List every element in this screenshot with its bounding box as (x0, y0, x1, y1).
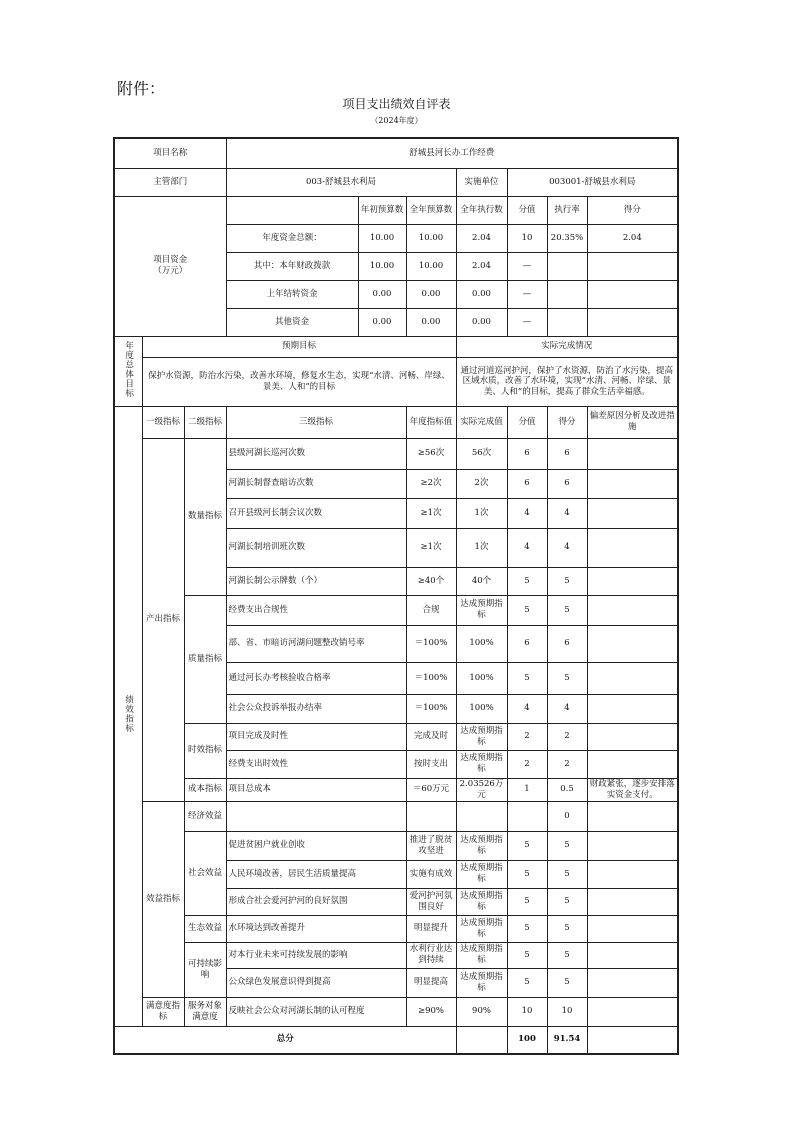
dept-label: 主管部门 (114, 168, 226, 196)
level2-indicator: 数量指标 (184, 438, 226, 595)
annual-target: 推进了脱贫攻坚进 (406, 831, 456, 860)
actual-result-text: 通过河道巡河护河，保护了水资源，防治了水污染，提高区域水质，改善了水环境，实现“水清、河畅、岸绿、景美、人和”的目标，提高了群众生活幸福感。 (456, 357, 678, 406)
funds-cell: 0.00 (456, 308, 507, 336)
funds-column-header: 得分 (587, 196, 678, 224)
deviation-note (587, 968, 678, 997)
deviation-note (587, 997, 678, 1026)
annual-target: ≥56次 (406, 438, 456, 469)
deviation-note (587, 625, 678, 662)
deviation-note (587, 498, 678, 528)
score-value: 2 (507, 723, 547, 750)
funds-cell (587, 280, 678, 308)
funds-cell (587, 252, 678, 280)
level3-indicator: 经费支出合规性 (226, 595, 406, 625)
deviation-note (587, 567, 678, 595)
level2-indicator: 服务对象满意度 (184, 997, 226, 1026)
level3-indicator: 项目完成及时性 (226, 723, 406, 750)
actual-result-header: 实际完成情况 (456, 336, 678, 357)
deviation-note (587, 750, 678, 778)
level3-indicator: 水环境达到改善提升 (226, 915, 406, 942)
score: 2 (547, 723, 587, 750)
annual-target: ≥1次 (406, 528, 456, 567)
annual-target: 实施有成效 (406, 860, 456, 888)
actual-value: 1次 (456, 498, 507, 528)
funds-cell: 2.04 (456, 252, 507, 280)
expected-goal-header: 预期目标 (142, 336, 456, 357)
page-title: 项目支出绩效自评表 (342, 97, 451, 111)
funds-cell: 10.00 (406, 252, 456, 280)
score-value: 5 (507, 888, 547, 915)
annual-target: 明显提高 (406, 968, 456, 997)
level2-indicator: 生态效益 (184, 915, 226, 942)
indicator-column-header: 一级指标 (142, 406, 184, 438)
total-actual (456, 1026, 507, 1054)
annual-target: ≥2次 (406, 469, 456, 498)
indicator-column-header: 三级指标 (226, 406, 406, 438)
dept-value: 003-舒城县水利局 (226, 168, 456, 196)
indicator-column-header: 年度指标值 (406, 406, 456, 438)
annual-target: ＝100% (406, 625, 456, 662)
annual-target (406, 801, 456, 831)
project-name-label: 项目名称 (114, 138, 226, 168)
deviation-note: 财政紧张，逐步安排落实资金支付。 (587, 778, 678, 801)
score-value: 6 (507, 625, 547, 662)
level2-indicator: 经济效益 (184, 801, 226, 831)
level3-indicator: 通过河长办考核验收合格率 (226, 662, 406, 694)
funds-cell: 0.00 (456, 280, 507, 308)
total-score: 91.54 (547, 1026, 587, 1054)
score: 6 (547, 625, 587, 662)
annual-target: 完成及时 (406, 723, 456, 750)
annual-target: 明显提升 (406, 915, 456, 942)
deviation-note (587, 723, 678, 750)
level3-indicator: 经费支出时效性 (226, 750, 406, 778)
actual-value: 达成预期指标 (456, 595, 507, 625)
score: 5 (547, 942, 587, 968)
funds-column-header: 分值 (507, 196, 547, 224)
level3-indicator: 对本行业未来可持续发展的影响 (226, 942, 406, 968)
actual-value: 100% (456, 625, 507, 662)
indicator-column-header: 得分 (547, 406, 587, 438)
score: 5 (547, 662, 587, 694)
level3-indicator: 人民环境改善，居民生活质量提高 (226, 860, 406, 888)
score: 6 (547, 438, 587, 469)
funds-column-header: 全年预算数 (406, 196, 456, 224)
score-value: 5 (507, 662, 547, 694)
annual-target: ≥90% (406, 997, 456, 1026)
level3-indicator: 反映社会公众对河湖长制的认可程度 (226, 997, 406, 1026)
deviation-note (587, 860, 678, 888)
performance-table (113, 137, 679, 1055)
level2-indicator: 质量指标 (184, 595, 226, 723)
annual-target: ≥40个 (406, 567, 456, 595)
score-value: 2 (507, 750, 547, 778)
level2-indicator: 成本指标 (184, 778, 226, 801)
deviation-note (587, 469, 678, 498)
score-value: 4 (507, 694, 547, 723)
actual-value: 1次 (456, 528, 507, 567)
score: 4 (547, 528, 587, 567)
level2-indicator: 社会效益 (184, 831, 226, 915)
score-value: 1 (507, 778, 547, 801)
score-value: 5 (507, 860, 547, 888)
level3-indicator: 河湖长制公示牌数（个） (226, 567, 406, 595)
indicator-column-header: 分值 (507, 406, 547, 438)
level3-indicator: 项目总成本 (226, 778, 406, 801)
actual-value: 达成预期指标 (456, 915, 507, 942)
vertical-label: 年度总体目标 (123, 340, 134, 398)
objectives-label (114, 336, 142, 406)
score-value: 4 (507, 528, 547, 567)
level3-indicator: 部、省、市暗访河湖问题整改销号率 (226, 625, 406, 662)
deviation-note (587, 694, 678, 723)
total-note (587, 1026, 678, 1054)
deviation-note (587, 942, 678, 968)
unit-value: 003001-舒城县水利局 (507, 168, 678, 196)
annual-target: ＝100% (406, 662, 456, 694)
score-value: 5 (507, 595, 547, 625)
score-value: 5 (507, 968, 547, 997)
funds-cell (547, 252, 587, 280)
level3-indicator: 河湖长制培训班次数 (226, 528, 406, 567)
actual-value: 达成预期指标 (456, 942, 507, 968)
score: 2 (547, 750, 587, 778)
actual-value (456, 801, 507, 831)
funds-cell: 10 (507, 224, 547, 252)
funds-cell (587, 308, 678, 336)
score: 5 (547, 860, 587, 888)
score-value: 5 (507, 915, 547, 942)
annual-target: 合规 (406, 595, 456, 625)
funds-cell: 10.00 (406, 224, 456, 252)
level1-indicator: 效益指标 (142, 801, 184, 997)
actual-value: 达成预期指标 (456, 831, 507, 860)
level1-indicator: 满意度指标 (142, 997, 184, 1026)
level3-indicator: 河湖长制督查暗访次数 (226, 469, 406, 498)
score: 5 (547, 567, 587, 595)
score: 5 (547, 595, 587, 625)
score-value: 5 (507, 942, 547, 968)
annual-target: ＝60万元 (406, 778, 456, 801)
funds-cell: 上年结转资金 (226, 280, 358, 308)
deviation-note (587, 801, 678, 831)
deviation-note (587, 528, 678, 567)
actual-value: 2次 (456, 469, 507, 498)
level3-indicator: 召开县级河长制会议次数 (226, 498, 406, 528)
funds-cell: 10.00 (358, 224, 406, 252)
level2-indicator: 时效指标 (184, 723, 226, 778)
actual-value: 56次 (456, 438, 507, 469)
level3-indicator: 公众绿色发展意识得到提高 (226, 968, 406, 997)
project-name: 舒城县河长办工作经费 (226, 138, 678, 168)
actual-value: 2.03526万元 (456, 778, 507, 801)
indicator-column-header: 偏差原因分析及改进措施 (587, 406, 678, 438)
actual-value: 达成预期指标 (456, 723, 507, 750)
annual-target: 爱河护河氛围良好 (406, 888, 456, 915)
funds-cell: — (507, 280, 547, 308)
level3-indicator: 促进贫困户就业创收 (226, 831, 406, 860)
actual-value: 达成预期指标 (456, 968, 507, 997)
score: 4 (547, 694, 587, 723)
funds-column-header: 年初预算数 (358, 196, 406, 224)
funds-cell: 其他资金 (226, 308, 358, 336)
level2-indicator: 可持续影响 (184, 942, 226, 997)
level3-indicator (226, 801, 406, 831)
funds-cell: 10.00 (358, 252, 406, 280)
funds-label: 项目资金 （万元） (114, 196, 226, 336)
actual-value: 达成预期指标 (456, 750, 507, 778)
funds-cell: 0.00 (406, 280, 456, 308)
score: 4 (547, 498, 587, 528)
deviation-note (587, 662, 678, 694)
actual-value: 达成预期指标 (456, 860, 507, 888)
total-score-value: 100 (507, 1026, 547, 1054)
attachment-label: 附件： (117, 79, 166, 98)
score: 0 (547, 801, 587, 831)
unit-label: 实施单位 (456, 168, 507, 196)
funds-cell (547, 280, 587, 308)
vertical-label: 绩效指标 (123, 695, 134, 734)
funds-cell: 0.00 (358, 308, 406, 336)
annual-target: 按时支出 (406, 750, 456, 778)
funds-cell: 0.00 (406, 308, 456, 336)
score: 10 (547, 997, 587, 1026)
score-value: 5 (507, 831, 547, 860)
level3-indicator: 社会公众投诉举报办结率 (226, 694, 406, 723)
funds-cell: — (507, 308, 547, 336)
deviation-note (587, 915, 678, 942)
level3-indicator: 形成合社会爱河护河的良好氛围 (226, 888, 406, 915)
funds-cell: 0.00 (358, 280, 406, 308)
annual-target: 水利行业达到持续 (406, 942, 456, 968)
funds-cell: 20.35% (547, 224, 587, 252)
funds-cell (547, 308, 587, 336)
score: 5 (547, 888, 587, 915)
funds-cell: 2.04 (587, 224, 678, 252)
score-value (507, 801, 547, 831)
annual-target: ≥1次 (406, 498, 456, 528)
score-value: 5 (507, 567, 547, 595)
score-value: 6 (507, 438, 547, 469)
actual-value: 100% (456, 694, 507, 723)
actual-value: 100% (456, 662, 507, 694)
score: 5 (547, 968, 587, 997)
actual-value: 40个 (456, 567, 507, 595)
score: 5 (547, 831, 587, 860)
deviation-note (587, 595, 678, 625)
indicators-label (114, 406, 142, 1026)
funds-cell: 其中：本年财政拨款 (226, 252, 358, 280)
indicator-column-header: 实际完成值 (456, 406, 507, 438)
report-year: （2024年度） (370, 116, 423, 125)
funds-column-header (226, 196, 358, 224)
score-value: 6 (507, 469, 547, 498)
score: 5 (547, 915, 587, 942)
indicator-column-header: 二级指标 (184, 406, 226, 438)
funds-column-header: 执行率 (547, 196, 587, 224)
score-value: 10 (507, 997, 547, 1026)
actual-value: 90% (456, 997, 507, 1026)
actual-value: 达成预期指标 (456, 888, 507, 915)
annual-target: ＝100% (406, 694, 456, 723)
deviation-note (587, 831, 678, 860)
score-value: 4 (507, 498, 547, 528)
score: 6 (547, 469, 587, 498)
deviation-note (587, 438, 678, 469)
score: 0.5 (547, 778, 587, 801)
level1-indicator: 产出指标 (142, 438, 184, 801)
funds-column-header: 全年执行数 (456, 196, 507, 224)
expected-goal-text: 保护水资源，防治水污染，改善水环境，修复水生态，实现“水清、河畅、岸绿、景美、人和”的目标 (142, 357, 456, 406)
level3-indicator: 县级河湖长巡河次数 (226, 438, 406, 469)
funds-cell: 年度资金总额： (226, 224, 358, 252)
funds-cell: — (507, 252, 547, 280)
funds-cell: 2.04 (456, 224, 507, 252)
deviation-note (587, 888, 678, 915)
total-label: 总分 (114, 1026, 456, 1054)
